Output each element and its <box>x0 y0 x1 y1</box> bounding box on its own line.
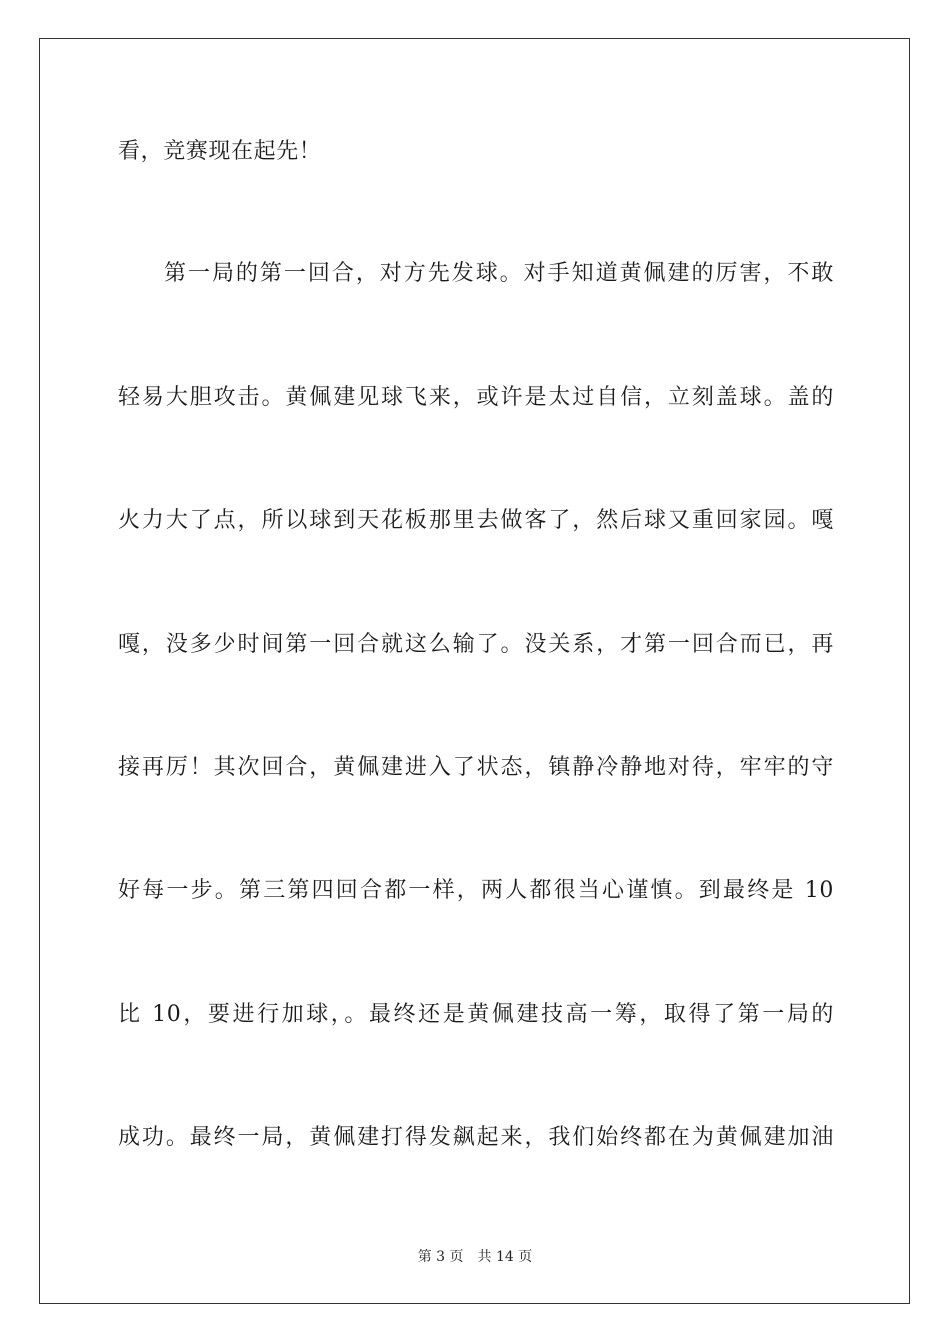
paragraph-line-1: 看，竞赛现在起先！ <box>118 139 322 164</box>
paragraph-line-2: 第一局的第一回合，对方先发球。对手知道黄佩建的厉害，不敢 <box>164 261 834 286</box>
paragraph-line-4: 火力大了点，所以球到天花板那里去做客了，然后球又重回家园。嘎 <box>118 508 834 533</box>
page-number: 第 3 页 <box>417 1249 464 1265</box>
paragraph-line-8: 比 10，要进行加球，。最终还是黄佩建技高一筹，取得了第一局的 <box>118 1002 834 1027</box>
paragraph-line-3: 轻易大胆攻击。黄佩建见球飞来，或许是太过自信，立刻盖球。盖的 <box>118 385 834 410</box>
paragraph-line-7: 好每一步。第三第四回合都一样，两人都很当心谨慎。到最终是 10 <box>118 878 834 903</box>
page-footer <box>0 1247 950 1267</box>
paragraph-line-6: 接再厉！其次回合，黄佩建进入了状态，镇静冷静地对待，牢牢的守 <box>118 755 834 780</box>
page-total: 共 14 页 <box>477 1249 533 1265</box>
paragraph-line-9: 成功。最终一局，黄佩建打得发飙起来，我们始终都在为黄佩建加油 <box>118 1125 834 1150</box>
paragraph-line-5: 嘎，没多少时间第一回合就这么输了。没关系，才第一回合而已，再 <box>118 632 834 657</box>
page-border <box>39 38 910 1304</box>
